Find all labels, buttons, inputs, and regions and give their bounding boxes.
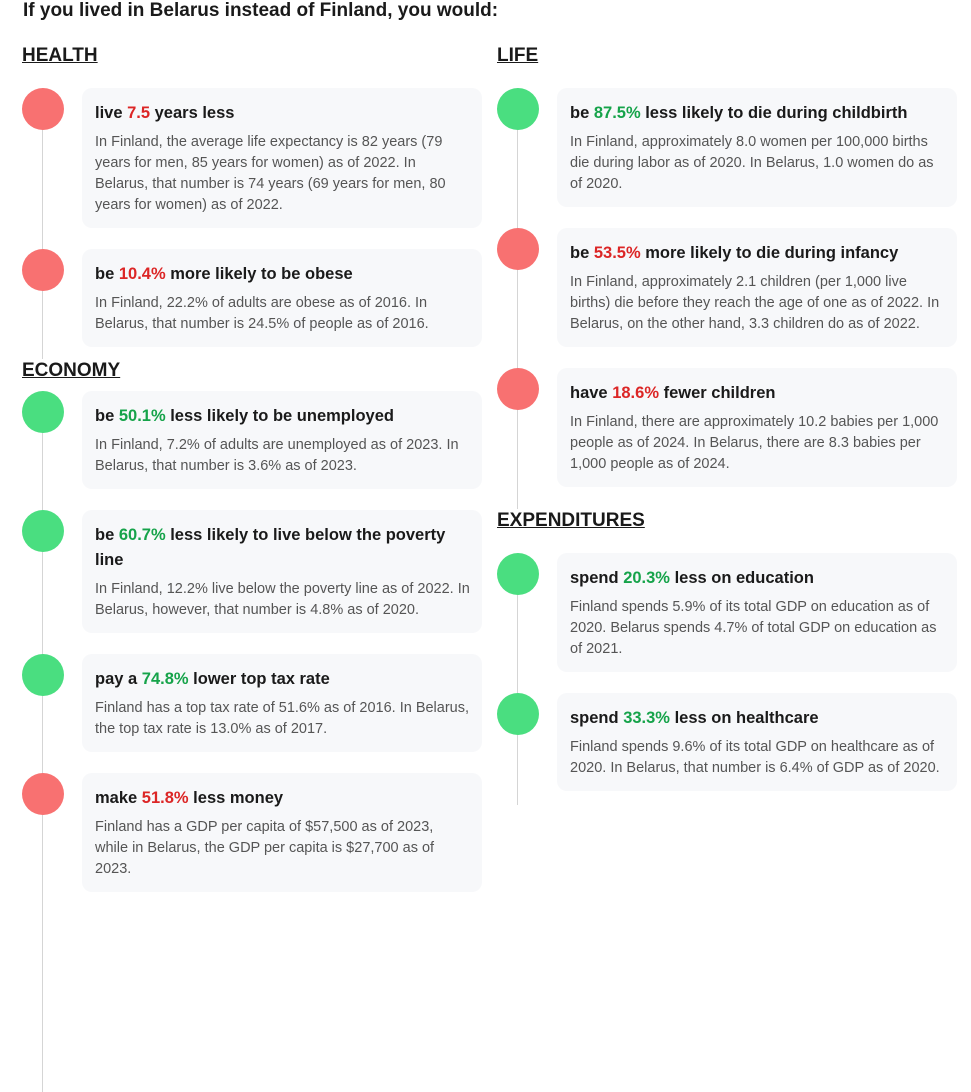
status-dot bbox=[497, 368, 539, 410]
right-column bbox=[497, 44, 957, 805]
comparison-description: In Finland, 12.2% live below the poverty line as of 2022. In Belarus, however, that number is 4.8% as of 2020. bbox=[95, 581, 470, 618]
comparison-description: Finland spends 9.6% of its total GDP on healthcare as of 2020. In Belarus, that number is 6.4% of GDP as of 2020. bbox=[570, 739, 940, 776]
comparison-description: In Finland, approximately 2.1 children (per 1,000 live births) die before they reach the age of one as of 2022. In Belarus, on the other hand, 3.3 children do as of 2022. bbox=[570, 274, 940, 332]
comparison-item bbox=[22, 773, 482, 892]
comparison-title: make 51.8% less money bbox=[95, 789, 284, 807]
comparison-item bbox=[22, 249, 482, 347]
comparison-title: be 50.1% less likely to be unemployed bbox=[95, 407, 394, 425]
comparison-item bbox=[497, 553, 957, 672]
comparison-card bbox=[557, 693, 957, 791]
comparison-title: be 60.7% less likely to live below the poverty line bbox=[95, 526, 446, 569]
status-dot bbox=[22, 654, 64, 696]
status-dot bbox=[497, 88, 539, 130]
percentage-value: 10.4% bbox=[118, 265, 166, 283]
life-timeline bbox=[497, 88, 957, 509]
percentage-value: 51.8% bbox=[141, 789, 189, 807]
comparison-title: have 18.6% fewer children bbox=[570, 384, 776, 402]
comparison-card bbox=[82, 88, 482, 228]
status-dot bbox=[22, 249, 64, 291]
comparison-title: be 53.5% more likely to die during infancy bbox=[570, 244, 899, 262]
comparison-item bbox=[22, 654, 482, 752]
comparison-description: In Finland, the average life expectancy is 82 years (79 years for men, 85 years for women) as of 2022. In Belarus, that number is 74 years (69 years for men, 80 years for women) as of 2022. bbox=[95, 134, 446, 213]
percentage-value: 50.1% bbox=[118, 407, 166, 425]
comparison-item bbox=[22, 510, 482, 633]
comparison-item bbox=[22, 391, 482, 489]
comparison-item bbox=[497, 693, 957, 791]
comparison-card bbox=[557, 368, 957, 487]
status-dot bbox=[22, 88, 64, 130]
status-dot bbox=[497, 693, 539, 735]
comparison-description: In Finland, approximately 8.0 women per 100,000 births die during labor as of 2020. In Belarus, 1.0 women do as of 2020. bbox=[570, 134, 934, 192]
section-heading-life: LIFE bbox=[497, 45, 539, 66]
section-heading-expenditures: EXPENDITURES bbox=[497, 510, 645, 531]
comparison-title: pay a 74.8% lower top tax rate bbox=[95, 670, 330, 688]
percentage-value: 33.3% bbox=[623, 709, 670, 727]
status-dot bbox=[497, 228, 539, 270]
left-column bbox=[22, 44, 482, 892]
status-dot bbox=[22, 391, 64, 433]
section-heading-economy: ECONOMY bbox=[22, 360, 121, 381]
comparison-description: In Finland, 7.2% of adults are unemployed as of 2023. In Belarus, that number is 3.6% as of 2023. bbox=[95, 437, 459, 474]
comparison-title: be 10.4% more likely to be obese bbox=[95, 265, 353, 283]
expenditures-timeline bbox=[497, 553, 957, 805]
comparison-title: spend 33.3% less on healthcare bbox=[570, 709, 819, 727]
comparison-item bbox=[497, 88, 957, 207]
percentage-value: 60.7% bbox=[118, 526, 166, 544]
comparison-card bbox=[82, 773, 482, 892]
comparison-card bbox=[557, 88, 957, 207]
comparison-card bbox=[82, 249, 482, 347]
percentage-value: 20.3% bbox=[623, 569, 670, 587]
percentage-value: 74.8% bbox=[141, 670, 189, 688]
status-dot bbox=[22, 773, 64, 815]
economy-timeline bbox=[22, 391, 482, 892]
comparison-description: Finland has a GDP per capita of $57,500 as of 2023, while in Belarus, the GDP per capita is $27,700 as of 2023. bbox=[95, 819, 435, 877]
page-title: If you lived in Belarus instead of Finland, you would: bbox=[23, 0, 499, 21]
comparison-card bbox=[82, 654, 482, 752]
section-heading-health: HEALTH bbox=[22, 45, 98, 66]
comparison-item bbox=[22, 88, 482, 228]
comparison-description: In Finland, 22.2% of adults are obese as of 2016. In Belarus, that number is 24.5% of people as of 2016. bbox=[95, 295, 429, 332]
comparison-item bbox=[497, 368, 957, 487]
comparison-card bbox=[557, 553, 957, 672]
comparison-card bbox=[82, 391, 482, 489]
health-timeline bbox=[22, 88, 482, 359]
comparison-title: live 7.5 years less bbox=[95, 104, 235, 122]
percentage-value: 7.5 bbox=[127, 104, 151, 122]
comparison-card bbox=[557, 228, 957, 347]
percentage-value: 87.5% bbox=[593, 104, 641, 122]
comparison-description: Finland spends 5.9% of its total GDP on education as of 2020. Belarus spends 4.7% of total GDP on education as of 2021. bbox=[570, 599, 937, 657]
comparison-item bbox=[497, 228, 957, 347]
comparison-title: spend 20.3% less on education bbox=[570, 569, 814, 587]
status-dot bbox=[22, 510, 64, 552]
status-dot bbox=[497, 553, 539, 595]
percentage-value: 18.6% bbox=[612, 384, 659, 402]
comparison-description: Finland has a top tax rate of 51.6% as of 2016. In Belarus, the top tax rate is 13.0% as of 2017. bbox=[95, 700, 470, 737]
comparison-description: In Finland, there are approximately 10.2 babies per 1,000 people as of 2024. In Belarus, there are 8.3 babies per 1,000 people as of 2024. bbox=[570, 414, 939, 472]
percentage-value: 53.5% bbox=[593, 244, 641, 262]
comparison-title: be 87.5% less likely to die during childbirth bbox=[570, 104, 908, 122]
comparison-card bbox=[82, 510, 482, 633]
